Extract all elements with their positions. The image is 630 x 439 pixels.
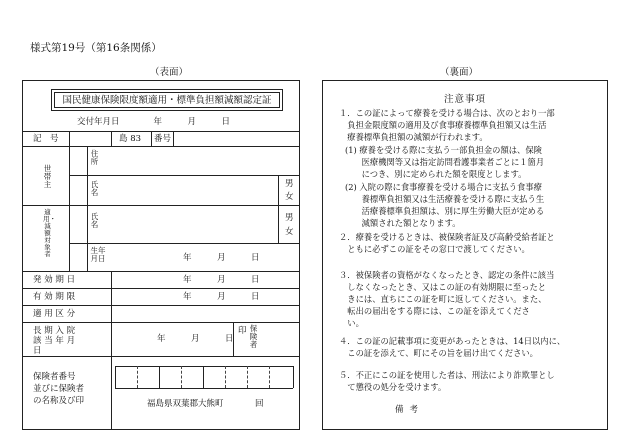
long-term-label: 長 期 入 院 該 当 年 月 日 — [33, 326, 76, 356]
insurer-label: 保険者番号 並びに保険者 の名称及び印 — [33, 372, 85, 406]
note-1-sub-1: (1) 療養を受ける際に支払う一部負担金の額は、保険 医療機関等又は指定訪問看護事業者ごとに１箇月 につき、別に定められた額を限度とします。 — [345, 145, 545, 179]
certificate-title-box — [51, 89, 283, 111]
remarks-label: 備考 — [395, 405, 425, 415]
valid-until-label: 有 効 期 限 — [33, 292, 76, 302]
householder-gender-male: 男 — [285, 179, 294, 189]
householder-gender-female: 女 — [285, 192, 294, 202]
long-term-date: 年 月 日 — [157, 334, 234, 344]
category-label: 適 用 区 分 — [33, 309, 76, 319]
applicant-name-label: 氏名 — [90, 212, 99, 229]
insurer-name: 福島県双葉郡大熊町 — [147, 399, 224, 409]
notes-heading: 注意事項 — [443, 94, 486, 105]
householder-address-label: 住所 — [90, 149, 99, 166]
seal-mark: 印 — [238, 326, 247, 336]
applicant-gender-female: 女 — [285, 227, 294, 237]
note-4: ４．この証の記載事項に変更があったときは、14日以内に、 この証を添えて、町にその旨を届け出てください。 — [339, 336, 566, 358]
note-1: １．この証によって療養を受ける場合は、次のとおり一部 負担金限度額の適用及び食事療養標準負担額又は生活 療養標準負担額の減額が行われます。 — [339, 108, 555, 142]
note-2: ２．療養を受けるときは、被保険者証及び高齢受給者証と ともに必ずこの証をその窓口で渡してください。 — [339, 232, 555, 254]
insurer-seal-label: 保険者 — [249, 324, 258, 349]
code-label: 記 号 — [33, 134, 59, 144]
start-date-value: 年 月 日 — [183, 275, 260, 285]
applicant-gender-male: 男 — [285, 213, 294, 223]
householder-label: 世帯主 — [43, 164, 52, 189]
front-side-label: （表面） — [150, 67, 189, 78]
issue-date: 交付年月日 年 月 日 — [77, 117, 231, 127]
note-5: ５．不正にこの証を使用した者は、刑法により詐欺罪とし て懲役の処分を受けます。 — [339, 370, 555, 392]
insurer-stamp: 回 — [255, 399, 264, 409]
householder-name-label: 氏名 — [90, 180, 99, 197]
applicant-label: 適用・減額対象者 — [43, 208, 56, 258]
note-3: ３．被保険者の資格がなくなったとき、認定の条件に該当 しなくなったとき、又はこの証の有効期限に至ったと きには、直ちにこの証を町に返してください。また、 転出の届出をする際には、この証を添えてくださ い。 — [339, 270, 555, 328]
front-side-card — [22, 80, 300, 430]
valid-until-value: 年 月 日 — [183, 292, 260, 302]
back-side-label: （裏面） — [440, 67, 479, 78]
birth-date-label: 生年月日 — [90, 246, 106, 263]
code-value: 島 83 — [119, 134, 142, 144]
note-1-sub-2: (2) 入院の際に食事療養を受ける場合に支払う食事療 養標準負担額又は生活療養を受ける際に支払う生 活療養標準負担額は、別に厚生労働大臣が定める 減額された額となります。 — [345, 182, 545, 228]
birth-date-value: 年 月 日 — [183, 253, 260, 263]
number-label: 番号 — [154, 134, 172, 144]
back-side-card — [322, 80, 608, 430]
certificate-title: 国民健康保険限度額適用・標準負担額減額認定証 — [54, 92, 280, 108]
start-date-label: 発 効 期 日 — [33, 275, 76, 285]
form-number: 様式第19号（第16条関係） — [30, 42, 162, 54]
